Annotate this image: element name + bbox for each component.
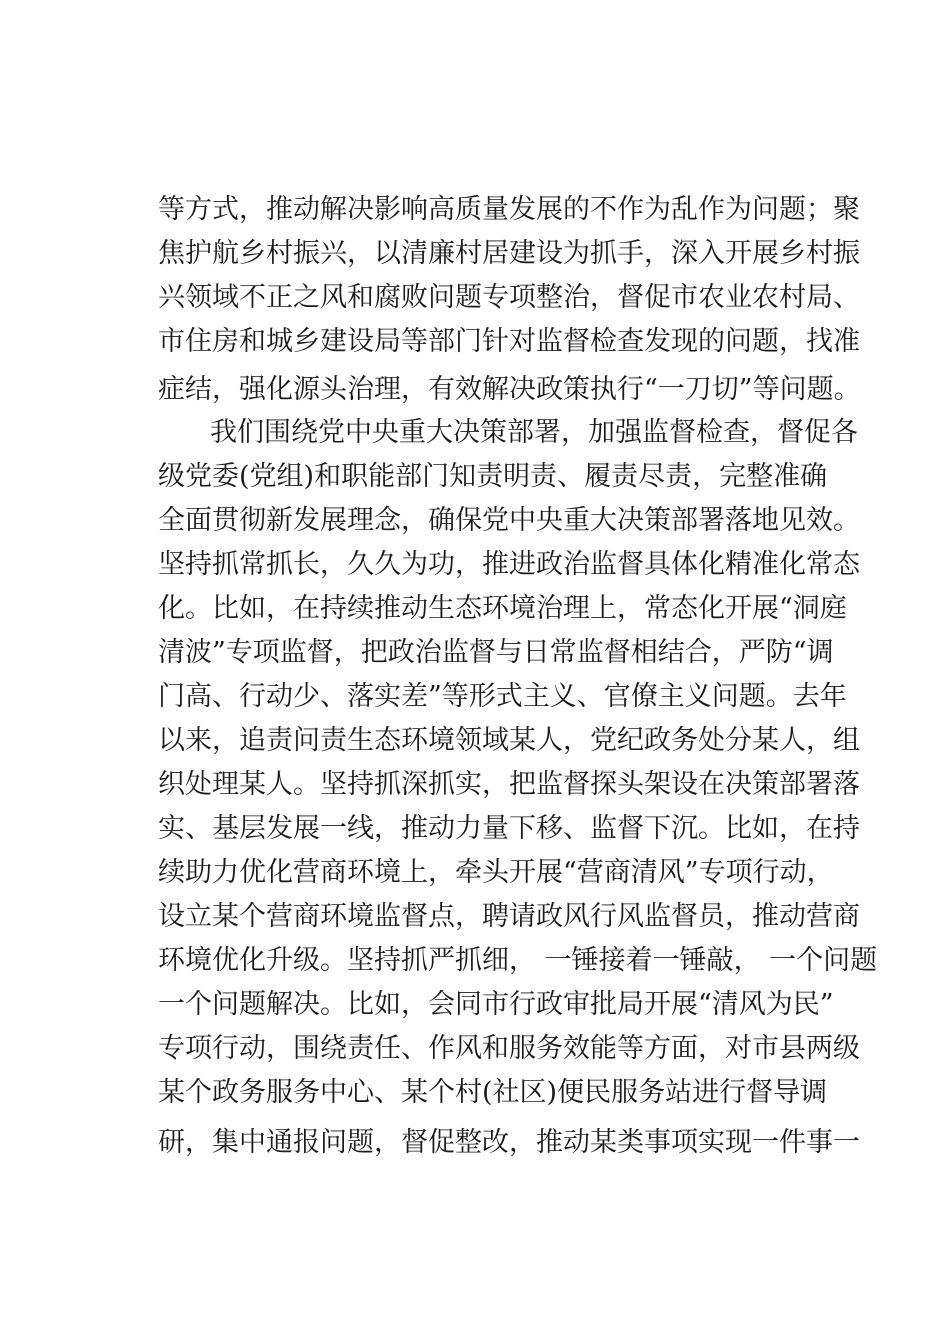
text-line: 坚持抓常抓长，久久为功，推进政治监督具体化精准化常态 xyxy=(158,549,860,580)
text-line: 全面贯彻新发展理念，确保党中央重大决策部署落地见效。 xyxy=(158,505,860,536)
text-line: 市住房和城乡建设局等部门针对监督检查发现的问题，找准 xyxy=(158,326,860,357)
text-line: 焦护航乡村振兴，以清廉村居建设为抓手，深入开展乡村振 xyxy=(158,238,860,269)
paragraph-1 xyxy=(158,188,861,412)
text-line: 我们围绕党中央重大决策部署，加强监督检查，督促各 xyxy=(210,417,858,448)
text-line: 一个问题解决。比如，会同市行政审批局开展“清风为民” xyxy=(158,989,834,1020)
text-line: 等方式，推动解决影响高质量发展的不作为乱作为问题；聚 xyxy=(158,194,860,225)
text-line: 某个政务服务中心、某个村(社区)便民服务站进行督导调 xyxy=(158,1077,828,1108)
text-line: 以来，追责问责生态环境领域某人，党纪政务处分某人，组 xyxy=(158,725,860,756)
text-line: 门高、行动少、落实差”等形式主义、官僚主义问题。去年 xyxy=(158,681,847,712)
text-line: 兴领域不正之风和腐败问题专项整治，督促市农业农村局、 xyxy=(158,282,860,313)
text-line: 清波”专项监督，把政治监督与日常监督相结合，严防“调 xyxy=(158,637,834,668)
text-line: 研，集中通报问题，督促整改，推动某类事项实现一件事一 xyxy=(158,1127,860,1158)
text-line: 续助力优化营商环境上，牵头开展“营商清风”专项行动， xyxy=(158,857,834,888)
text-line: 级党委(党组)和职能部门知责明责、履责尽责，完整准确 xyxy=(158,461,828,492)
text-line: 环境优化升级。坚持抓严抓细， 一锤接着一锤敲， 一个问题 xyxy=(158,945,878,976)
text-line: 化。比如，在持续推动生态环境治理上，常态化开展“洞庭 xyxy=(158,593,847,624)
text-line: 实、基层发展一线，推动力量下移、监督下沉。比如，在持 xyxy=(158,813,860,844)
text-line: 专项行动，围绕责任、作风和服务效能等方面，对市县两级 xyxy=(158,1033,860,1064)
text-line: 织处理某人。坚持抓深抓实，把监督探头架设在决策部署落 xyxy=(158,769,860,800)
text-line: 设立某个营商环境监督点，聘请政风行风监督员，推动营商 xyxy=(158,901,860,932)
paragraph-2 xyxy=(158,411,878,1165)
text-line: 症结，强化源头治理，有效解决政策执行“一刀切”等问题。 xyxy=(158,374,861,405)
